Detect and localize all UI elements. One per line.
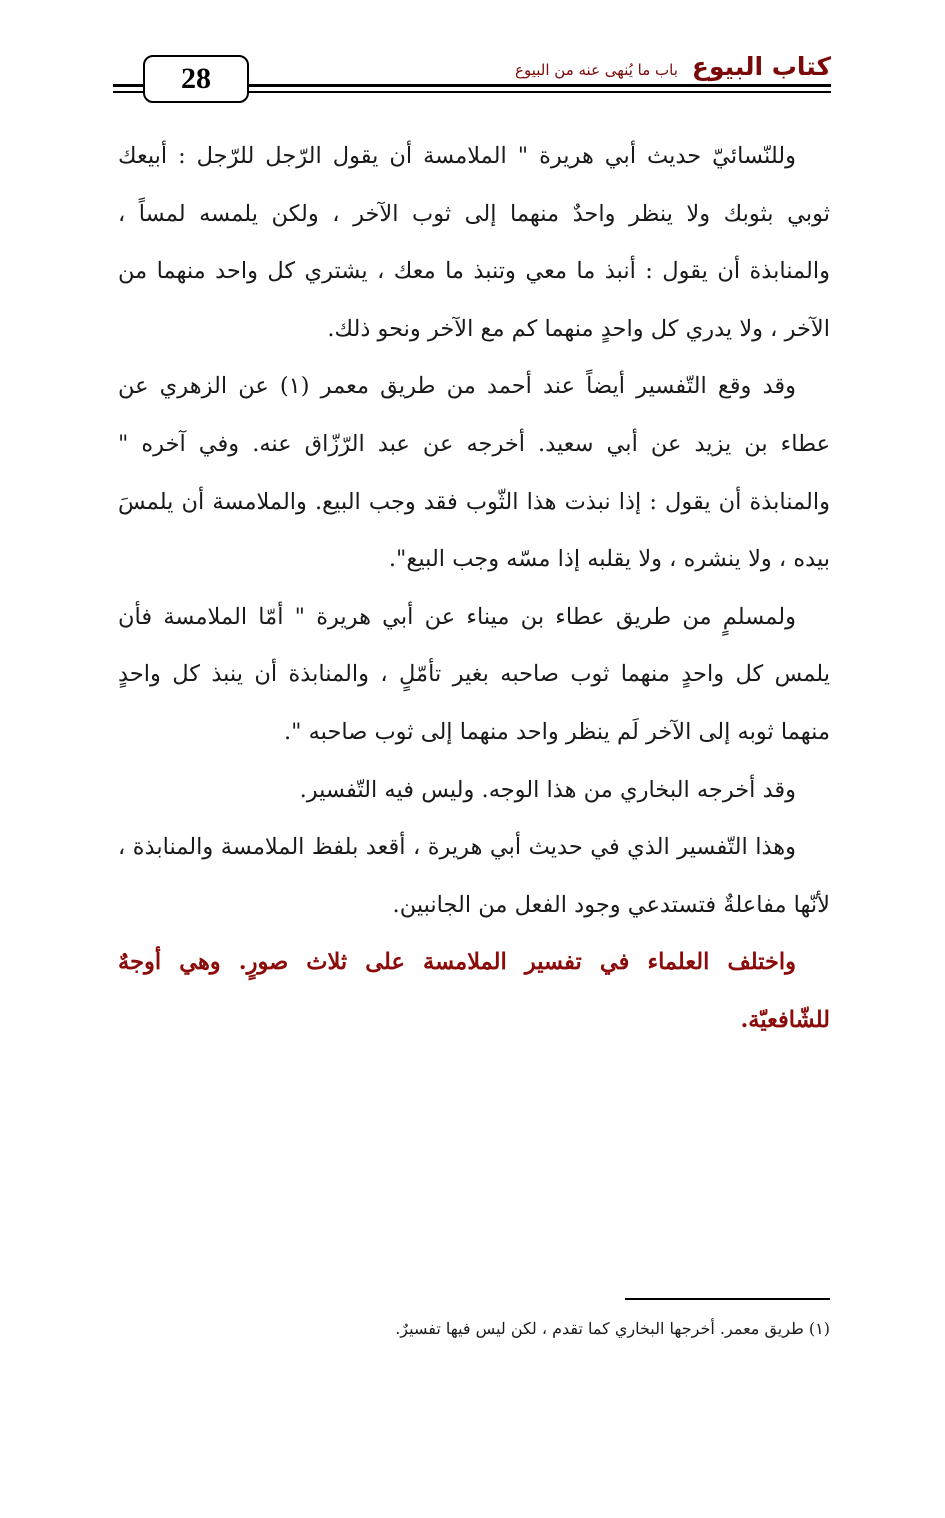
footnote-divider (625, 1298, 830, 1300)
paragraph: وهذا التّفسير الذي في حديث أبي هريرة ، أقعد بلفظ الملامسة والمنابذة ، لأنّها مفاعلةٌ فتستدعي وجود الفعل من الجانبين. (118, 834, 830, 918)
paragraph: وللنّسائيّ حديث أبي هريرة " الملامسة أن يقول الرّجل للرّجل : أبيعك ثوبي بثوبك ولا ينظر واحدٌ منهما إلى ثوب الآخر ، ولكن يلمسه لمساً ، والمنابذة أن يقول : أنبذ ما معي وتنبذ ما معك ، يشتري كل واحد منهما من الآخر ، ولا يدري كل واحدٍ منهما كم مع الآخر ونحو ذلك. (118, 143, 830, 342)
paragraph: وقد أخرجه البخاري من هذا الوجه. وليس فيه التّفسير. (299, 776, 796, 803)
page-number: 28 (143, 55, 249, 103)
footnote: (١) طريق معمر. أخرجها البخاري كما تقدم ، لكن ليس فيها تفسيرٌ. (395, 1319, 830, 1338)
highlighted-paragraph: واختلف العلماء في تفسير الملامسة على ثلاث صورٍ. وهي أوجهٌ للشّافعيّة. (118, 949, 830, 1033)
chapter-title: باب ما يُنهى عنه من البيوع (515, 61, 678, 79)
paragraph: ولمسلمٍ من طريق عطاء بن ميناء عن أبي هريرة " أمّا الملامسة فأن يلمس كل واحدٍ منهما ثوب صاحبه بغير تأمّلٍ ، والمنابذة أن ينبذ كل واحدٍ منهما ثوبه إلى الآخر لَم ينظر واحد منهما إلى ثوب صاحبه ". (118, 603, 830, 745)
page-header (113, 52, 831, 104)
paragraph: وقد وقع التّفسير أيضاً عند أحمد من طريق معمر (١) عن الزهري عن عطاء بن يزيد عن أبي سعيد. أخرجه عن عبد الرّزّاق عنه. وفي آخره " والمنابذة أن يقول : إذا نبذت هذا الثّوب فقد وجب البيع. والملامسة أن يلمسَ بيده ، ولا ينشره ، ولا يقلبه إذا مسّه وجب البيع". (118, 373, 830, 573)
main-text (118, 128, 830, 1050)
book-title: كتاب البيوع (691, 52, 831, 81)
running-title (515, 52, 831, 82)
